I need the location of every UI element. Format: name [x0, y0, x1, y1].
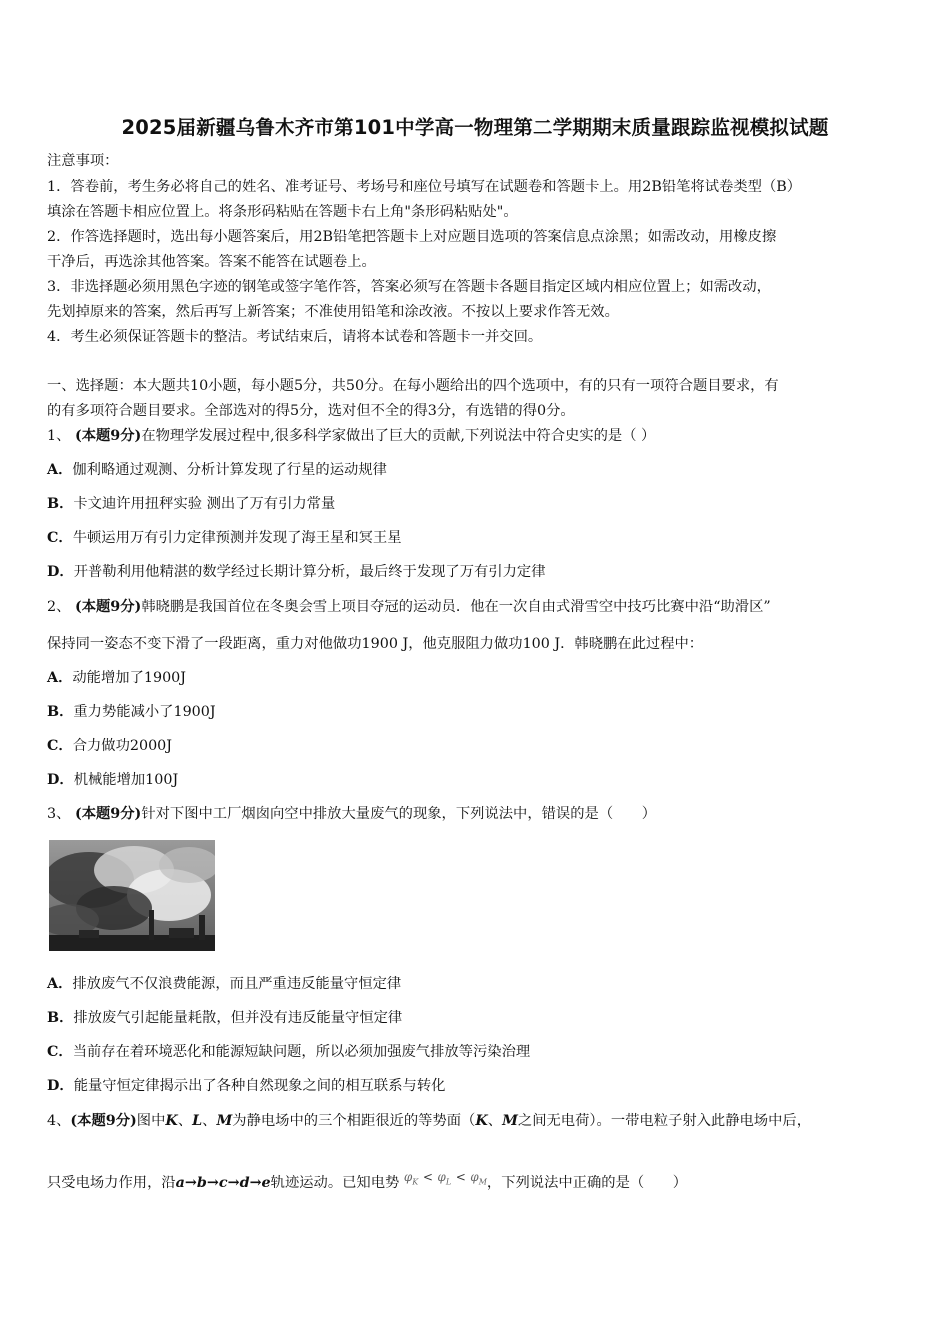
question-4-stem-cont [47, 1170, 917, 1198]
notice-heading: 注意事项： [47, 153, 119, 169]
potential-m [470, 1170, 487, 1187]
notice-line: 1．答卷前，考生务必将自己的姓名、准考证号、考场号和座位号填写在试题卷和答题卡上。用2B铅笔将试卷类型（B） [47, 179, 802, 195]
surface-k: K [165, 1113, 178, 1129]
separator: 、 [487, 1113, 503, 1129]
question-number: 2、 [47, 599, 71, 615]
option-label: B． [47, 496, 74, 512]
surface-m: M [216, 1113, 233, 1129]
question-3-option-c[interactable] [47, 1042, 917, 1062]
question-3-option-b[interactable] [47, 1008, 917, 1028]
separator: 、 [202, 1113, 217, 1129]
question-1-option-a[interactable] [47, 460, 917, 480]
option-text: 排放废气引起能量耗散，但并没有违反能量守恒定律 [73, 1010, 403, 1026]
smoke-image-icon [49, 840, 215, 951]
subscript: M [478, 1177, 487, 1187]
option-text: 机械能增加100J [73, 772, 179, 788]
option-text: 合力做功2000J [72, 738, 172, 754]
question-text: 针对下图中工厂烟囱向空中排放大量废气的现象，下列说法中，错误的是（ ） [141, 806, 657, 822]
question-1-option-d[interactable] [47, 562, 917, 582]
section-intro-line: 的有多项符合题目要求。全部选对的得5分，选对但不全的得3分，有选错的得0分。 [47, 403, 575, 419]
option-text: 能量守恒定律揭示出了各种自然现象之间的相互联系与转化 [73, 1078, 446, 1094]
surface-l: L [192, 1113, 203, 1129]
option-text: 动能增加了1900J [72, 670, 186, 686]
question-3-option-a[interactable] [47, 974, 917, 994]
question-number: 4、 [47, 1113, 71, 1129]
question-1-option-c[interactable] [47, 528, 917, 548]
question-1-option-b[interactable] [47, 494, 917, 514]
question-2-stem-cont: 保持同一姿态不变下滑了一段距离，重力对他做功1900 J，他克服阻力做功100 J．韩晓鹏在此过程中： [47, 636, 704, 652]
page-title: 2025届新疆乌鲁木齐市第101中学高一物理第二学期期末质量跟踪监视模拟试题 [121, 116, 829, 139]
phi-symbol: φ [437, 1170, 446, 1184]
option-label: C． [47, 530, 73, 546]
option-label: A． [47, 976, 73, 992]
question-tag: (本题9分) [74, 428, 142, 444]
question-text: 之间无电荷）。一带电粒子射入此静电场中后， [517, 1113, 811, 1129]
phi-symbol: φ [403, 1170, 413, 1184]
option-text: 牛顿运用万有引力定律预测并发现了海王星和冥王星 [72, 530, 402, 546]
subscript: K [412, 1177, 419, 1187]
option-text: 卡文迪许用扭秤实验 测出了万有引力常量 [73, 496, 336, 512]
option-label: A． [47, 462, 73, 478]
question-text: 为静电场中的三个相距很近的等势面（ [232, 1113, 476, 1129]
notice-line: 先划掉原来的答案，然后再写上新答案；不准使用铅笔和涂改液。不按以上要求作答无效。 [47, 304, 619, 320]
option-text: 排放废气不仅浪费能源，而且严重违反能量守恒定律 [72, 976, 402, 992]
option-label: A． [47, 670, 73, 686]
option-label: B． [47, 1010, 74, 1026]
option-label: B． [47, 704, 74, 720]
potential-k [403, 1170, 419, 1187]
less-than: < [422, 1170, 433, 1184]
question-2-stem [47, 597, 917, 617]
question-3-stem [47, 804, 917, 824]
option-label: D． [47, 772, 74, 788]
notice-line: 2．作答选择题时，选出每小题答案后，用2B铅笔把答题卡上对应题目选项的答案信息点涂黑；如需改动，用橡皮擦 [47, 229, 777, 245]
question-text: ，下列说法中正确的是（ ） [486, 1175, 688, 1191]
question-text: 在物理学发展过程中,很多科学家做出了巨大的贡献,下列说法中符合史实的是（ ） [141, 428, 656, 444]
notice-line: 填涂在答题卡相应位置上。将条形码粘贴在答题卡右上角"条形码粘贴处"。 [47, 204, 518, 220]
less-than: < [455, 1170, 466, 1184]
surface-m: M [502, 1113, 518, 1129]
question-2-option-d[interactable] [47, 770, 917, 790]
option-label: D． [47, 1078, 74, 1094]
question-number: 1、 [47, 428, 71, 444]
potential-l [437, 1170, 452, 1187]
notice-line: 4．考生必须保证答题卡的整洁。考试结束后，请将本试卷和答题卡一并交回。 [47, 329, 543, 345]
option-text: 开普勒利用他精湛的数学经过长期计算分析，最后终于发现了万有引力定律 [73, 564, 546, 580]
notice-line: 干净后，再选涂其他答案。答案不能答在试题卷上。 [47, 254, 376, 270]
question-1-stem [47, 426, 917, 446]
option-text: 当前存在着环境恶化和能源短缺问题，所以必须加强废气排放等污染治理 [72, 1044, 531, 1060]
question-4-stem [47, 1111, 917, 1131]
option-text: 伽利略通过观测、分析计算发现了行星的运动规律 [72, 462, 387, 478]
question-text: 只受电场力作用，沿 [47, 1175, 176, 1191]
question-text: 韩晓鹏是我国首位在冬奥会雪上项目夺冠的运动员．他在一次自由式滑雪空中技巧比赛中沿“助滑区” [141, 599, 771, 615]
section-intro-line: 一、选择题：本大题共10小题，每小题5分，共50分。在每小题给出的四个选项中，有的只有一项符合题目要求，有 [47, 378, 779, 394]
option-label: D． [47, 564, 74, 580]
question-2-option-a[interactable] [47, 668, 917, 688]
option-text: 重力势能减小了1900J [73, 704, 216, 720]
trajectory-path: a→b→c→d→e [175, 1175, 271, 1191]
factory-smoke-photo [49, 840, 215, 951]
question-2-option-b[interactable] [47, 702, 917, 722]
question-text: 图中 [136, 1113, 166, 1129]
question-tag: (本题9分) [70, 1113, 137, 1129]
question-number: 3、 [47, 806, 71, 822]
phi-symbol: φ [470, 1170, 479, 1184]
surface-k: K [475, 1113, 488, 1129]
option-label: C． [47, 1044, 73, 1060]
question-3-option-d[interactable] [47, 1076, 917, 1096]
question-tag: (本题9分) [74, 599, 142, 615]
option-label: C． [47, 738, 73, 754]
notice-line: 3．非选择题必须用黑色字迹的钢笔或签字笔作答，答案必须写在答题卡各题目指定区域内相应位置上；如需改动， [47, 279, 771, 295]
question-2-option-c[interactable] [47, 736, 917, 756]
question-tag: (本题9分) [74, 806, 142, 822]
question-text: 轨迹运动。已知电势 [270, 1175, 400, 1191]
separator: 、 [177, 1113, 193, 1129]
subscript: L [445, 1177, 452, 1187]
